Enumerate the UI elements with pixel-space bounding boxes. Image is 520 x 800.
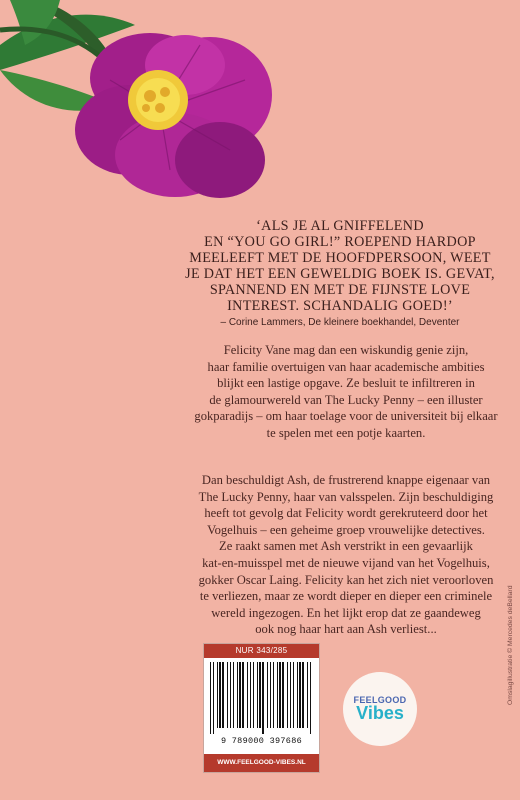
- blurb-line: gokparadijs – om haar toelage voor de universiteit bij elkaar: [194, 409, 498, 424]
- review-quote: [180, 218, 500, 328]
- blurb-paragraph-1: [188, 342, 504, 442]
- quote-line: INTEREST. SCHANDALIG GOED!’: [227, 298, 453, 314]
- blurb-line: te spelen met een potje kaarten.: [266, 425, 426, 440]
- illustration-credit: Omslagillustratie © Mercedes deBellard: [507, 585, 514, 705]
- blurb-line: Dan beschuldigt Ash, de frustrerend knappe eigenaar van: [201, 473, 491, 487]
- blurb-line: Felicity Vane mag dan een wiskundig genie zijn,: [223, 343, 469, 357]
- flower-illustration: [0, 0, 300, 215]
- blurb-line: de glamourwereld van The Lucky Penny – een illuster: [209, 392, 483, 407]
- logo-text-top: FEELGOOD: [353, 694, 407, 705]
- logo-text-bottom: Vibes: [356, 702, 404, 723]
- blurb-line: The Lucky Penny, haar van valsspelen. Zijn beschuldiging: [198, 489, 494, 504]
- blurb-line: blijkt een lastige opgave. Ze besluit te infiltreren in: [217, 376, 475, 391]
- isbn-number: 9 789000 397686: [220, 736, 302, 746]
- blurb-paragraph-2: [188, 472, 504, 638]
- nur-code: NUR 343/285: [204, 644, 319, 658]
- blurb-line: haar familie overtuigen van haar academische ambities: [207, 359, 485, 374]
- isbn-barcode-block: [203, 643, 320, 773]
- blurb-line: kat-en-muisspel met de nieuwe vijand van het Vogelhuis,: [202, 555, 490, 570]
- barcode: [208, 662, 315, 734]
- blurb-line: wereld ingezogen. En het lijkt erop dat ze gaandeweg: [211, 605, 481, 620]
- quote-line: JE DAT HET EEN GEWELDIG BOEK IS. GEVAT,: [185, 266, 495, 282]
- quote-line: ‘ALS JE AL GNIFFELEND: [256, 218, 424, 234]
- blurb-line: Vogelhuis – een geheime groep vrouwelijke detectives.: [207, 522, 485, 537]
- quote-line: MEELEEFT MET DE HOOFDPERSOON, WEET: [189, 250, 491, 266]
- blurb-line: Ze raakt samen met Ash verstrikt in een gevaarlijk: [219, 539, 473, 554]
- blurb-line: heeft tot gevolg dat Felicity wordt gerekruteerd door het: [204, 506, 488, 521]
- blurb-line: ook nog haar hart aan Ash verliest...: [255, 622, 437, 637]
- blurb-line: gokker Oscar Laing. Felicity kan het zich niet veroorloven: [198, 572, 494, 587]
- blurb-line: te verliezen, maar ze wordt dieper en dieper een criminele: [199, 589, 493, 604]
- quote-line: SPANNEND EN MET DE FIJNSTE LOVE: [209, 282, 471, 298]
- website-url: WWW.FEELGOOD-VIBES.NL: [204, 754, 319, 772]
- quote-attribution: – Corine Lammers, De kleinere boekhandel, Deventer: [220, 317, 460, 328]
- feelgood-vibes-logo: [343, 672, 417, 746]
- quote-line: EN “YOU GO GIRL!” ROEPEND HARDOP: [204, 234, 476, 250]
